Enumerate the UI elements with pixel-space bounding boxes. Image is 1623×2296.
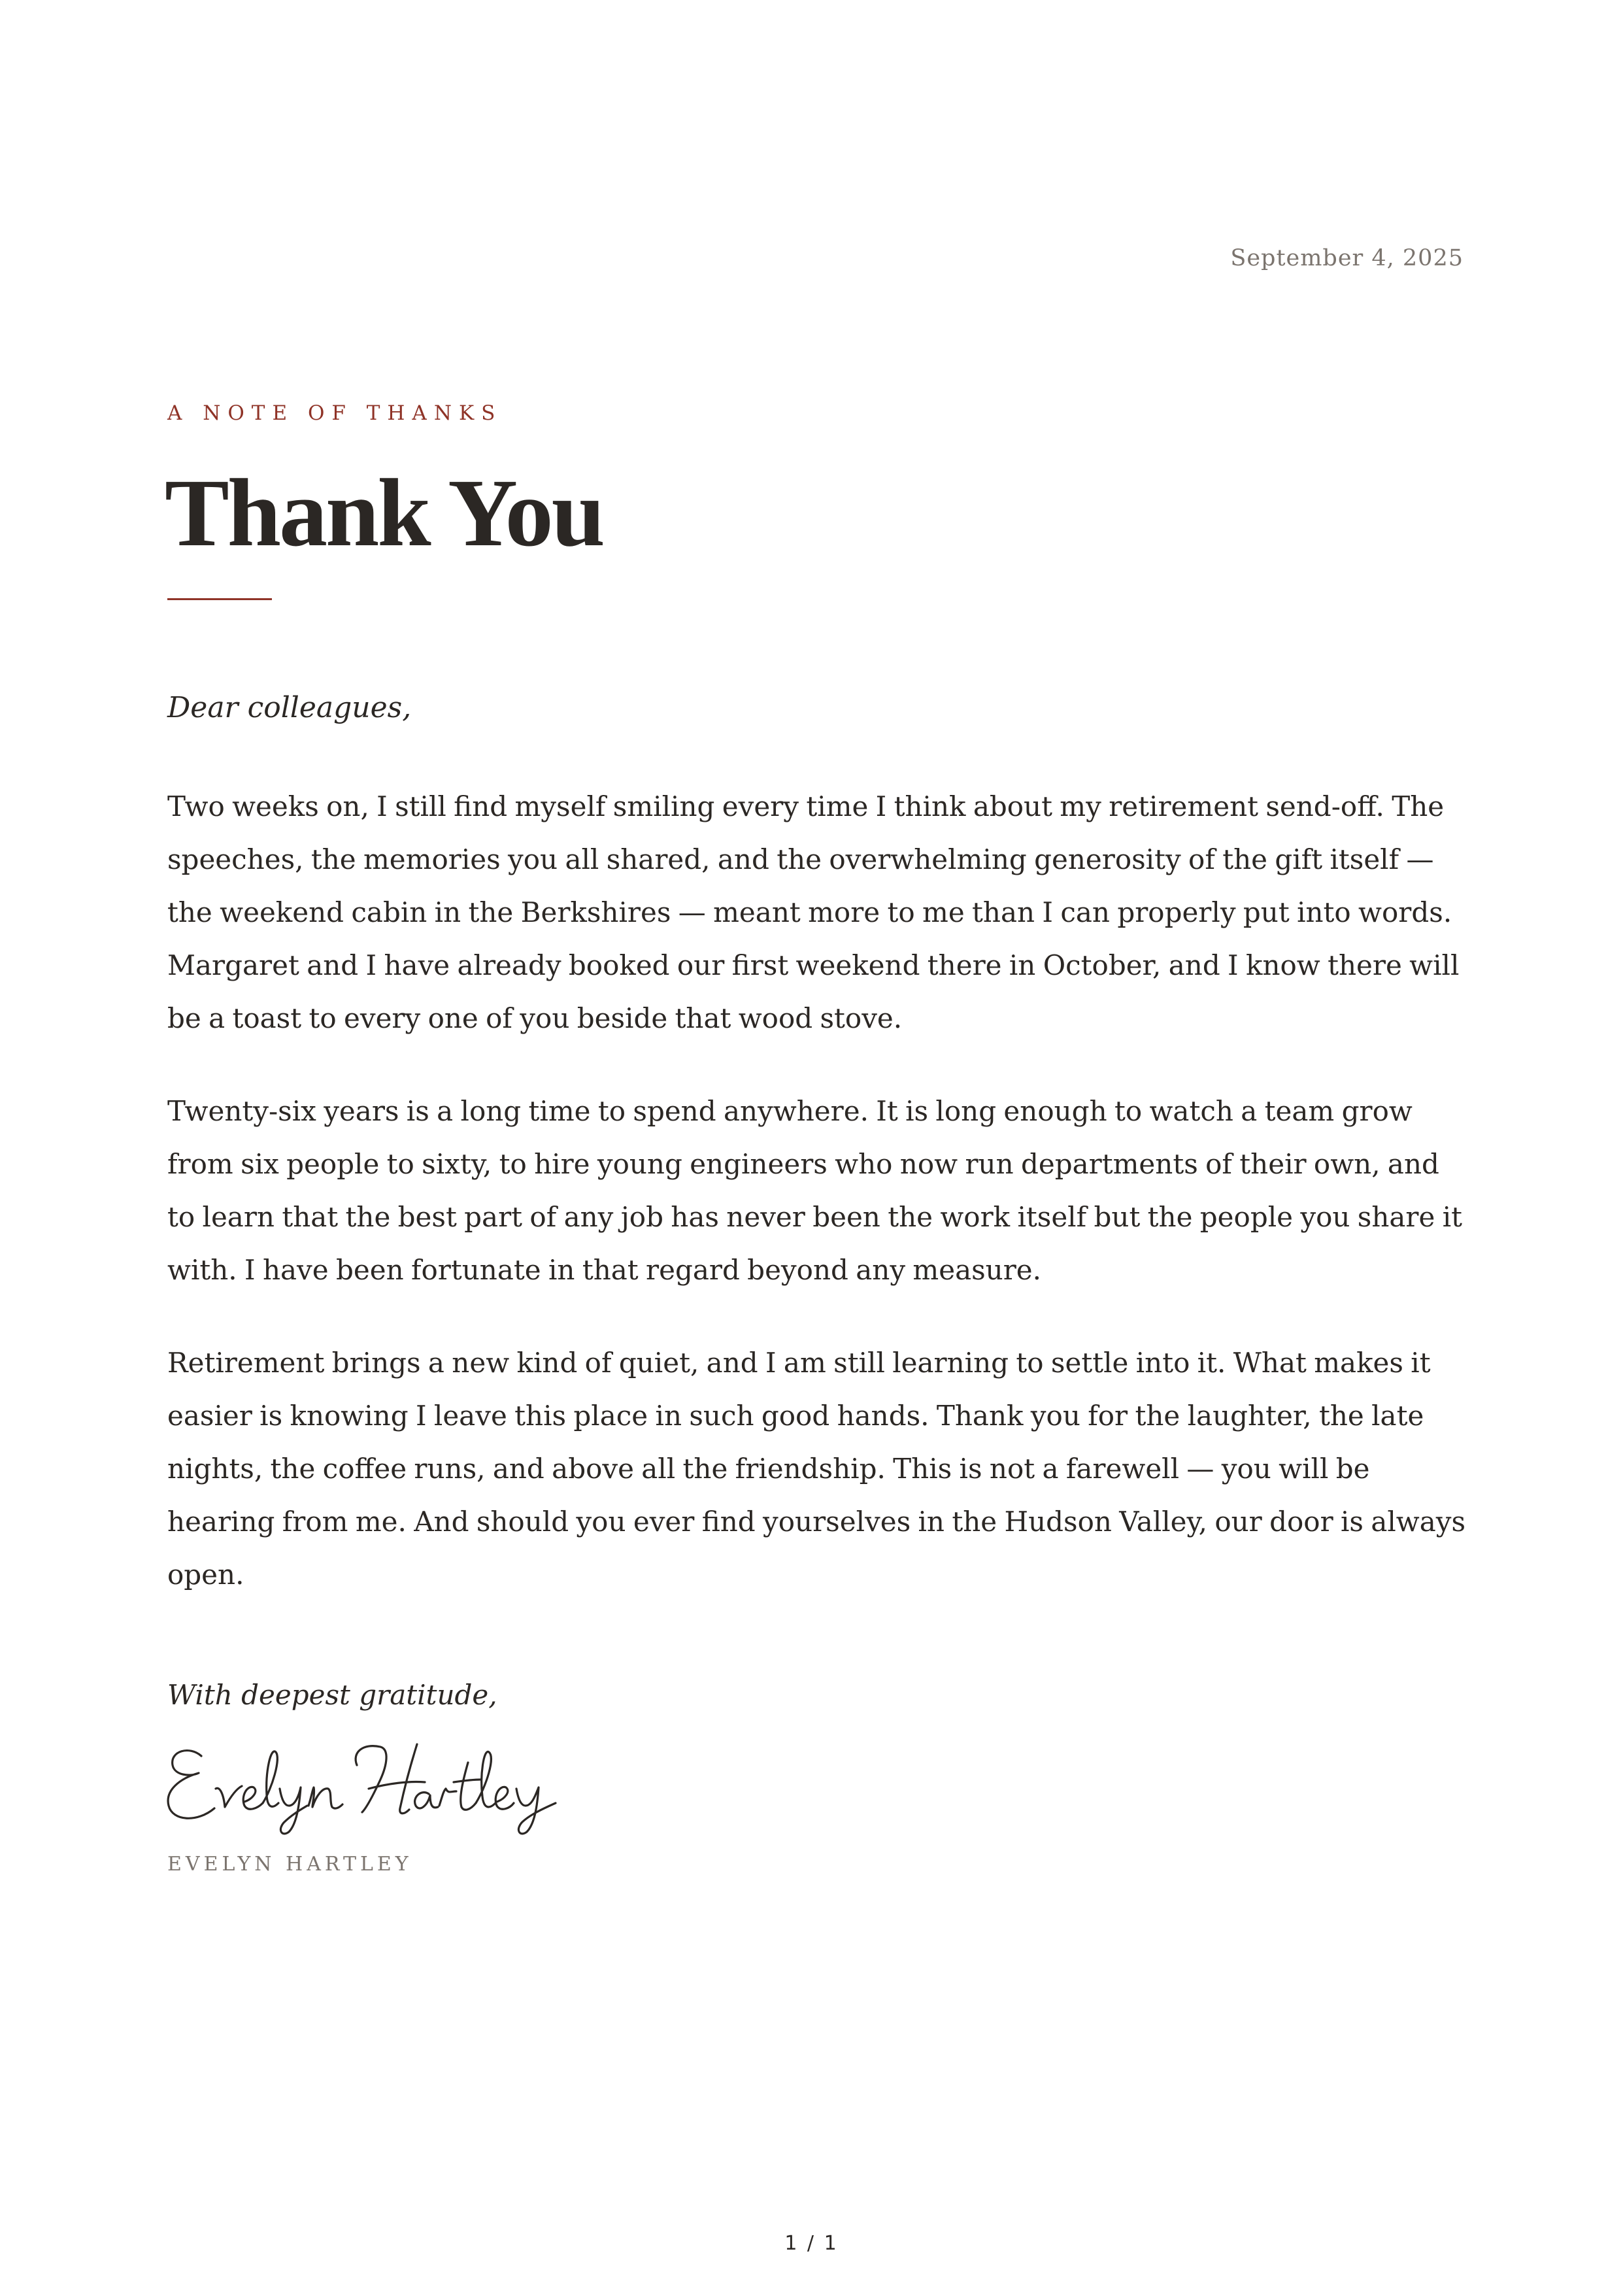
signatory-name: EVELYN HARTLEY [167, 1853, 412, 1876]
letter-title: Thank You [165, 460, 603, 567]
letter-body [167, 780, 1468, 1641]
letter-closing: With deepest gratitude, [167, 1679, 497, 1711]
body-paragraph: Twenty-six years is a long time to spend anywhere. It is long enough to watch a team grow from six people to sixty, to hire young engineers who now run departments of their own, and to learn that the best part of any job has never been the work itself but the people you share it with. I have been fortunate in that regard beyond any measure. [167, 1095, 1463, 1286]
letter-salutation: Dear colleagues, [167, 691, 412, 724]
title-divider [167, 598, 272, 600]
body-paragraph: Retirement brings a new kind of quiet, and I am still learning to settle into it. What makes it easier is knowing I leave this place in such good hands. Thank you for the laughter, the late nights, the coffee runs, and above all the friendship. This is not a farewell — you will be hearing from me. And should you ever find yourselves in the Hudson Valley, our door is always open. [167, 1347, 1466, 1591]
letter-date: September 4, 2025 [1230, 245, 1464, 271]
body-paragraph: Two weeks on, I still find myself smiling every time I think about my retirement send-off. The speeches, the memories you all shared, and the overwhelming generosity of the gift itself — the weekend cabin in the Berkshires — meant more to me than I can properly put into words. Margaret and I have already booked our first weekend there in October, and I know there will be a toast to every one of you beside that wood stove. [167, 790, 1460, 1034]
page-number: 1 / 1 [784, 2232, 839, 2255]
handwritten-signature [161, 1726, 566, 1837]
letter-eyebrow: A NOTE OF THANKS [167, 401, 503, 425]
